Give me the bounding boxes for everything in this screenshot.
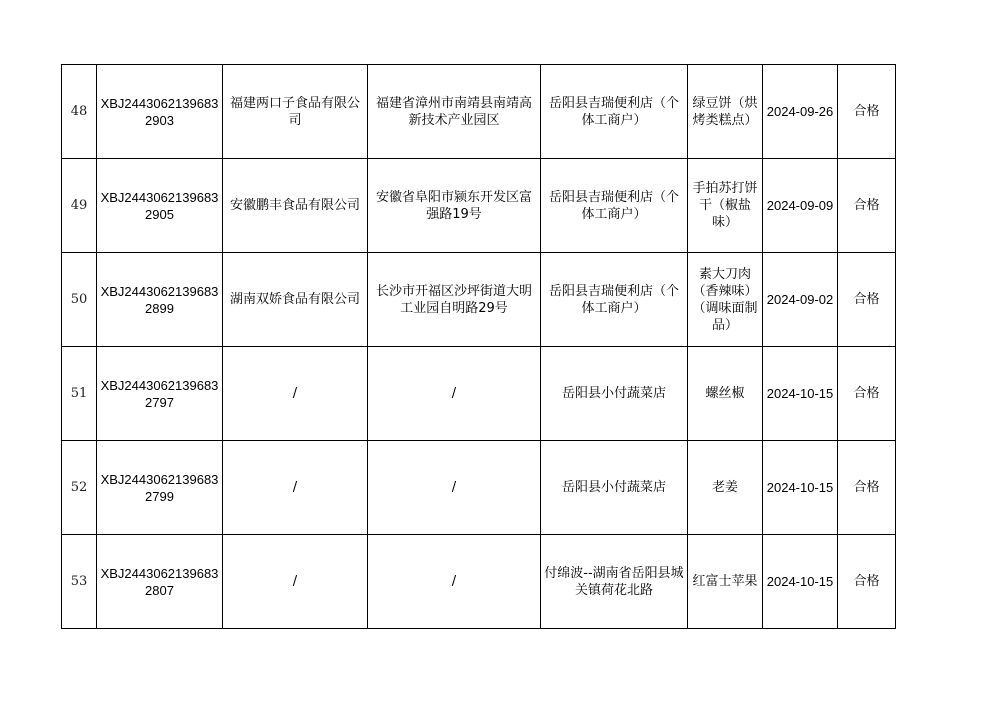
row-number: 52: [62, 441, 97, 535]
sample-code-part1: XBJ2443062139683: [100, 95, 219, 111]
sample-code: [97, 65, 223, 159]
sample-code-part2: 2799: [145, 488, 174, 504]
table-row: [62, 65, 896, 159]
inspection-result: 合格: [838, 347, 896, 441]
sample-code: [97, 253, 223, 347]
row-number: 48: [62, 65, 97, 159]
table-row: [62, 347, 896, 441]
production-date: 2024-10-15: [763, 441, 838, 535]
production-date: 2024-10-15: [763, 535, 838, 629]
seller-name: 岳阳县吉瑞便利店（个体工商户）: [541, 65, 688, 159]
seller-name: 岳阳县小付蔬菜店: [541, 347, 688, 441]
manufacturer-address: 长沙市开福区沙坪街道大明工业园自明路29号: [368, 253, 541, 347]
product-name: 红富士苹果: [688, 535, 763, 629]
row-number: 50: [62, 253, 97, 347]
sample-code-part1: XBJ2443062139683: [100, 377, 219, 393]
seller-name: 岳阳县小付蔬菜店: [541, 441, 688, 535]
product-name: 老姜: [688, 441, 763, 535]
product-name: 手拍苏打饼干（椒盐味）: [688, 159, 763, 253]
inspection-result: 合格: [838, 441, 896, 535]
sample-code-part2: 2899: [145, 300, 174, 316]
sample-code: [97, 347, 223, 441]
inspection-results-table: [61, 64, 896, 629]
product-name: 螺丝椒: [688, 347, 763, 441]
sample-code-part1: XBJ2443062139683: [100, 565, 219, 581]
inspection-result: 合格: [838, 65, 896, 159]
seller-name: 岳阳县吉瑞便利店（个体工商户）: [541, 159, 688, 253]
seller-name: 岳阳县吉瑞便利店（个体工商户）: [541, 253, 688, 347]
manufacturer-address: 福建省漳州市南靖县南靖高新技术产业园区: [368, 65, 541, 159]
production-date: 2024-09-09: [763, 159, 838, 253]
row-number: 49: [62, 159, 97, 253]
row-number: 51: [62, 347, 97, 441]
manufacturer-name: 安徽鹏丰食品有限公司: [223, 159, 368, 253]
manufacturer-address: 安徽省阜阳市颍东开发区富强路19号: [368, 159, 541, 253]
inspection-result: 合格: [838, 535, 896, 629]
manufacturer-name: /: [223, 441, 368, 535]
manufacturer-name: /: [223, 535, 368, 629]
table-row: [62, 441, 896, 535]
production-date: 2024-09-02: [763, 253, 838, 347]
inspection-result: 合格: [838, 253, 896, 347]
manufacturer-name: 湖南双娇食品有限公司: [223, 253, 368, 347]
sample-code: [97, 441, 223, 535]
sample-code-part2: 2905: [145, 206, 174, 222]
inspection-result: 合格: [838, 159, 896, 253]
sample-code-part1: XBJ2443062139683: [100, 471, 219, 487]
product-name: 绿豆饼（烘烤类糕点）: [688, 65, 763, 159]
sample-code-part2: 2807: [145, 582, 174, 598]
product-name: 素大刀肉（香辣味）（调味面制品）: [688, 253, 763, 347]
table-row: [62, 535, 896, 629]
manufacturer-address: /: [368, 347, 541, 441]
sample-code: [97, 159, 223, 253]
sample-code: [97, 535, 223, 629]
row-number: 53: [62, 535, 97, 629]
production-date: 2024-10-15: [763, 347, 838, 441]
sample-code-part1: XBJ2443062139683: [100, 189, 219, 205]
sample-code-part2: 2797: [145, 394, 174, 410]
manufacturer-address: /: [368, 441, 541, 535]
manufacturer-name: /: [223, 347, 368, 441]
manufacturer-address: /: [368, 535, 541, 629]
sample-code-part1: XBJ2443062139683: [100, 283, 219, 299]
table-row: [62, 253, 896, 347]
sample-code-part2: 2903: [145, 112, 174, 128]
production-date: 2024-09-26: [763, 65, 838, 159]
seller-name: 付绵波--湖南省岳阳县城关镇荷花北路: [541, 535, 688, 629]
manufacturer-name: 福建两口子食品有限公司: [223, 65, 368, 159]
table-row: [62, 159, 896, 253]
